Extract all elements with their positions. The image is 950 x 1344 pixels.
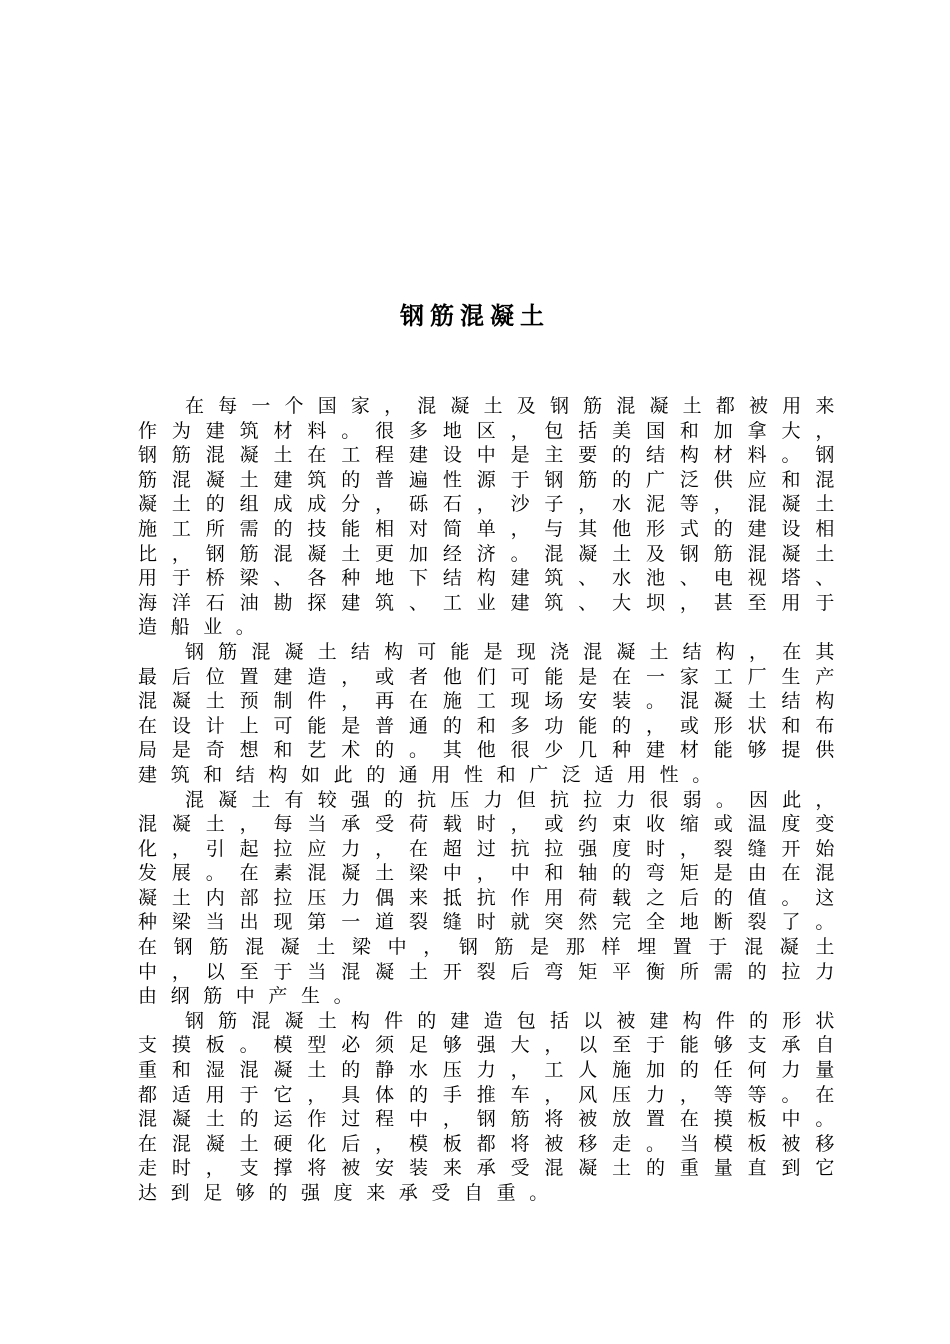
paragraph: 钢筋混凝土结构可能是现浇混凝土结构，在其最后位置建造，或者他们可能是在一家工厂生产混凝土预制件，再在施工现场安装。混凝土结构在设计上可能是普通的和多功能的，或形状和布局是奇想和艺术的。其他很少几种建材能够提供建筑和结构如此的通用性和广泛适用性。 <box>138 640 848 786</box>
document-body <box>138 394 848 1206</box>
paragraph: 钢筋混凝土构件的建造包括以被建构件的形状支摸板。模型必须足够强大，以至于能够支承自重和湿混凝土的静水压力，工人施加的任何力量都适用于它，具体的手推车，风压力，等等。在混凝土的运作过程中，钢筋将被放置在摸板中。在混凝土硬化后，模板都将被移走。当模板被移走时，支撑将被安装来承受混凝土的重量直到它达到足够的强度来承受自重。 <box>138 1009 848 1204</box>
document-title: 钢筋混凝土 <box>400 302 550 330</box>
paragraph: 混凝土有较强的抗压力但抗拉力很弱。因此，混凝土，每当承受荷载时，或约束收缩或温度变化，引起拉应力，在超过抗拉强度时，裂缝开始发展。在素混凝土梁中，中和轴的弯矩是由在混凝土内部拉压力偶来抵抗作用荷载之后的值。这种梁当出现第一道裂缝时就突然完全地断裂了。在钢筋混凝土梁中，钢筋是那样埋置于混凝土中，以至于当混凝土开裂后弯矩平衡所需的拉力由纲筋中产生。 <box>138 788 848 1008</box>
paragraph: 在每一个国家，混凝土及钢筋混凝土都被用来作为建筑材料。很多地区，包括美国和加拿大，钢筋混凝土在工程建设中是主要的结构材料。钢筋混凝土建筑的普遍性源于钢筋的广泛供应和混凝土的组成成分，砾石，沙子，水泥等，混凝土施工所需的技能相对简单，与其他形式的建设相比，钢筋混凝土更加经济。混凝土及钢筋混凝土用于桥梁、各种地下结构建筑、水池、电视塔、海洋石油勘探建筑、工业建筑、大坝，甚至用于造船业。 <box>138 395 848 639</box>
